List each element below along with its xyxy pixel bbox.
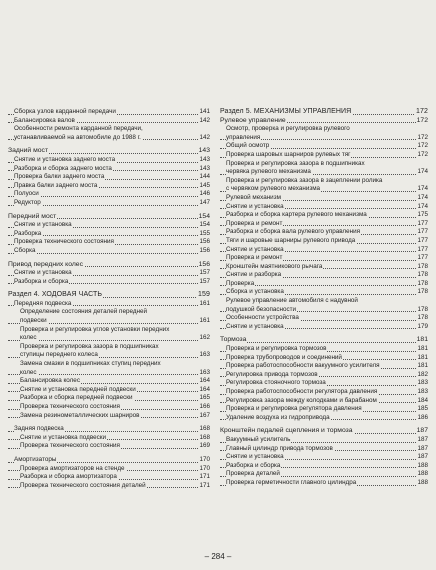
- toc-entry: [220, 271, 428, 280]
- toc-entry-title: Снятие и установка подвески: [20, 433, 107, 441]
- toc-entry-page: 166: [199, 403, 210, 410]
- toc-entry-title: Регулировка привода тормозов: [226, 370, 318, 378]
- toc-entry: [8, 412, 210, 421]
- toc-entry-page: 175: [417, 211, 428, 219]
- toc-entry: [220, 345, 428, 354]
- toc-entry-page: 167: [199, 411, 210, 419]
- toc-entry-title: Вакуумный усилитель: [226, 435, 291, 443]
- toc-entry-page: 143: [199, 155, 210, 163]
- toc-entry-title: Проверка амортизаторов на стенде: [20, 464, 125, 472]
- toc-entry-title: Проверка трубопроводов и соединений: [226, 353, 342, 361]
- toc-right-column: [220, 108, 428, 488]
- toc-entry: [8, 377, 210, 386]
- toc-entry: [220, 246, 428, 255]
- toc-entry-title: подушкой безопасности: [226, 305, 297, 313]
- toc-entry-title: Проверка технического состояния деталей: [20, 481, 146, 489]
- toc-entry: [8, 351, 210, 360]
- toc-entry-title: Проверка и регулировка регулятора давления: [226, 405, 362, 413]
- toc-entry-title: Балансировка валов: [14, 116, 75, 124]
- toc-entry-title: Раздел 4. ХОДОВАЯ ЧАСТЬ: [8, 291, 103, 299]
- toc-entry-title: Снятие и установка: [226, 202, 284, 210]
- toc-entry-page: 142: [199, 116, 210, 124]
- toc-entry: [8, 182, 210, 191]
- toc-entry-title: Разборка и сборка: [14, 277, 69, 285]
- toc-entry-page: 174: [417, 202, 428, 210]
- toc-entry-page: 142: [199, 133, 210, 141]
- toc-entry-title: Главный цилиндр привода тормозов: [226, 444, 333, 452]
- toc-entry-page: 164: [199, 385, 210, 393]
- toc-entry: [8, 360, 210, 369]
- toc-entry-page: 179: [417, 322, 428, 330]
- toc-entry-title: Снятие и установка: [14, 269, 72, 277]
- toc-entry-page: 178: [417, 279, 428, 287]
- toc-entry: [8, 165, 210, 174]
- toc-entry: [8, 173, 210, 182]
- toc-entry: [8, 394, 210, 403]
- toc-entry-title: Проверка и регулировка зазора в подшипниках: [20, 342, 159, 350]
- toc-entry-page: 154: [199, 221, 210, 229]
- toc-entry-page: 168: [199, 433, 210, 441]
- toc-entry-title: Балансировка колес: [20, 377, 80, 385]
- toc-entry: [220, 228, 428, 237]
- toc-entry: [8, 125, 210, 134]
- toc-entry: [8, 117, 210, 126]
- toc-entry-title: управления: [226, 133, 261, 141]
- toc-entry-title: Кронштейн маятникового рычага: [226, 262, 323, 270]
- toc-entry-page: 188: [417, 478, 428, 486]
- toc-entry-title: Сборка узлов карданной передачи: [14, 108, 116, 115]
- toc-entry-title: Амортизаторы: [14, 455, 57, 463]
- toc-entry: [8, 147, 210, 156]
- toc-entry-title: устанавливаемой на автомобиле до 1988 г.: [14, 133, 141, 141]
- toc-entry: [8, 442, 210, 451]
- toc-entry: [220, 397, 428, 406]
- toc-entry: [220, 479, 428, 488]
- toc-entry: [8, 221, 210, 230]
- toc-entry-title: Удаление воздуха из гидропривода: [226, 413, 330, 421]
- toc-entry: [8, 308, 210, 317]
- toc-entry-title: Тяги и шаровые шарниры рулевого привода: [226, 236, 356, 244]
- toc-entry-title: Рулевой механизм: [226, 193, 281, 201]
- toc-entry: [220, 160, 428, 169]
- toc-entry-page: 178: [417, 314, 428, 322]
- toc-entry-title: Проверка и регулировка зазора в зацеплении ролика: [226, 176, 383, 184]
- toc-entry: [220, 453, 428, 462]
- toc-entry-page: 145: [199, 181, 210, 189]
- toc-entry-page: 177: [417, 245, 428, 253]
- toc-entry-page: 146: [199, 190, 210, 198]
- toc-entry-title: Сборка: [14, 246, 36, 254]
- toc-entry-title: ступицы переднего колеса: [20, 351, 98, 359]
- toc-entry-page: 177: [417, 236, 428, 244]
- toc-entry: [8, 434, 210, 443]
- toc-entry-page: 184: [417, 396, 428, 404]
- toc-entry: [8, 300, 210, 309]
- toc-entry-page: 164: [199, 377, 210, 385]
- toc-entry-title: Тормоза: [220, 336, 247, 344]
- toc-entry-page: 188: [417, 470, 428, 478]
- toc-entry: [220, 306, 428, 315]
- toc-entry-page: 172: [417, 133, 428, 141]
- toc-entry-title: Передняя подвеска: [14, 299, 72, 307]
- toc-entry-title: Регулировка стояночного тормоза: [226, 379, 326, 387]
- toc-entry: [220, 405, 428, 414]
- toc-entry-title: Редуктор: [14, 198, 41, 206]
- toc-entry: [8, 230, 210, 239]
- toc-entry: [8, 269, 210, 278]
- toc-entry-page: 172: [416, 116, 428, 124]
- toc-entry-title: Проверка технического состояния: [20, 442, 120, 450]
- toc-entry-page: 177: [417, 219, 428, 227]
- toc-entry-page: 177: [417, 228, 428, 236]
- toc-entry-title: червяка рулевого механизма: [226, 168, 311, 176]
- toc-section-heading: [220, 108, 428, 117]
- toc-entry-title: Правка балки заднего моста: [14, 181, 98, 189]
- toc-entry-page: 168: [199, 425, 210, 433]
- toc-entry: [220, 336, 428, 345]
- toc-entry-page: 172: [417, 150, 428, 158]
- toc-entry-title: Проверка и регулировка углов установки передних: [20, 325, 170, 333]
- toc-entry-page: 141: [199, 108, 210, 115]
- toc-entry: [220, 436, 428, 445]
- toc-entry-title: Проверка работоспособности вакуумного усилителя: [226, 362, 380, 370]
- toc-entry-title: Снятие и установка: [226, 245, 284, 253]
- toc-entry: [8, 199, 210, 208]
- toc-entry-title: Проверка и ремонт: [226, 254, 283, 262]
- toc-entry: [220, 203, 428, 212]
- toc-entry-title: Передний мост: [8, 212, 57, 220]
- toc-entry-page: 188: [417, 461, 428, 469]
- toc-entry-page: 154: [198, 212, 210, 220]
- toc-entry-page: 169: [199, 442, 210, 450]
- toc-entry: [220, 354, 428, 363]
- toc-entry-page: 156: [199, 238, 210, 246]
- toc-entry: [220, 371, 428, 380]
- toc-entry: [220, 379, 428, 388]
- toc-entry-page: 157: [199, 269, 210, 277]
- toc-entry-page: 161: [199, 299, 210, 307]
- toc-entry-page: 181: [417, 362, 428, 370]
- toc-entry-title: Замена смазки в подшипниках ступиц передних: [20, 360, 161, 368]
- toc-entry: [8, 156, 210, 165]
- toc-entry-title: Проверка герметичности главного цилиндра: [226, 478, 357, 486]
- toc-entry: [220, 134, 428, 143]
- toc-entry: [220, 211, 428, 220]
- toc-entry: [220, 462, 428, 471]
- toc-entry: [8, 473, 210, 482]
- dot-leader: [8, 253, 210, 254]
- toc-entry: [220, 177, 428, 186]
- toc-entry-title: колес: [20, 334, 37, 342]
- toc-entry-page: 143: [199, 164, 210, 172]
- toc-left-column: [8, 108, 210, 490]
- toc-entry: [220, 388, 428, 397]
- toc-entry-page: 178: [417, 271, 428, 279]
- dot-leader: [8, 374, 210, 375]
- toc-entry-page: 185: [417, 405, 428, 413]
- toc-entry-page: 156: [199, 246, 210, 254]
- toc-entry-title: Осмотр, проверка и регулировка рулевого: [226, 125, 350, 133]
- toc-entry-title: Разборка и сборка передней подвески: [20, 394, 133, 402]
- toc-entry-page: 171: [199, 473, 210, 481]
- toc-entry: [220, 280, 428, 289]
- toc-entry-title: Раздел 5. МЕХАНИЗМЫ УПРАВЛЕНИЯ: [220, 108, 352, 115]
- dot-leader: [220, 342, 428, 343]
- toc-entry-title: Определение состояния деталей передней: [20, 308, 147, 316]
- toc-entry: [8, 134, 210, 143]
- toc-entry: [8, 247, 210, 256]
- toc-entry-title: Кронштейн педалей сцепления и тормоза: [220, 427, 353, 435]
- toc-section-heading: [8, 291, 210, 300]
- toc-entry: [8, 261, 210, 270]
- toc-entry: [220, 185, 428, 194]
- toc-entry: [8, 425, 210, 434]
- toc-entry-title: Проверка деталей: [226, 470, 280, 478]
- toc-entry-title: Разборка и сборка заднего моста: [14, 164, 112, 172]
- toc-entry-page: 177: [417, 254, 428, 262]
- toc-entry-page: 147: [199, 198, 210, 206]
- toc-entry-title: Снятие и установка: [226, 453, 284, 461]
- toc-entry: [220, 362, 428, 371]
- toc-entry: [220, 254, 428, 263]
- toc-entry-title: Снятие и установка: [226, 322, 284, 330]
- toc-entry: [220, 194, 428, 203]
- toc-entry-title: Проверка технического состояния: [14, 238, 114, 246]
- toc-entry: [220, 117, 428, 126]
- toc-entry-title: Разборка и сборка амортизатора: [20, 473, 117, 481]
- toc-entry-page: 172: [417, 142, 428, 150]
- toc-entry-page: 178: [417, 305, 428, 313]
- toc-entry: [8, 334, 210, 343]
- toc-entry-title: Разборка и сборка вала рулевого управления: [226, 228, 361, 236]
- toc-entry-page: 165: [199, 394, 210, 402]
- toc-entry-page: 187: [417, 444, 428, 452]
- toc-entry-title: Проверка балки заднего моста: [14, 173, 105, 181]
- toc-entry: [8, 317, 210, 326]
- toc-entry-page: 182: [417, 370, 428, 378]
- toc-entry: [220, 237, 428, 246]
- toc-entry: [220, 288, 428, 297]
- toc-entry: [8, 465, 210, 474]
- page-number: – 284 –: [0, 552, 436, 561]
- toc-entry-title: Особенности ремонта карданной передачи,: [14, 125, 143, 133]
- toc-entry-page: 159: [198, 291, 210, 299]
- toc-entry: [8, 326, 210, 335]
- toc-entry-title: Проверка и регулировка тормозов: [226, 345, 327, 353]
- toc-entry-page: 174: [417, 185, 428, 193]
- toc-entry-page: 183: [417, 388, 428, 395]
- toc-entry-page: 170: [199, 455, 210, 463]
- toc-entry-title: Проверка и ремонт: [226, 219, 283, 227]
- toc-entry: [8, 369, 210, 378]
- toc-entry-page: 181: [416, 336, 428, 344]
- toc-entry: [220, 445, 428, 454]
- toc-entry-title: Разборка: [14, 229, 42, 237]
- toc-entry-title: Задняя подвеска: [14, 425, 64, 433]
- toc-entry-page: 178: [417, 288, 428, 296]
- toc-entry-title: Сборка и установка: [226, 288, 284, 296]
- toc-entry-page: 187: [416, 427, 428, 435]
- toc-entry-page: 174: [417, 168, 428, 176]
- toc-entry-title: Особенности устройства: [226, 314, 299, 322]
- toc-entry-page: 144: [199, 173, 210, 181]
- toc-entry-page: 171: [199, 481, 210, 489]
- toc-entry-title: Снятие и установка передней подвески: [20, 385, 136, 393]
- toc-entry: [8, 456, 210, 465]
- toc-entry: [220, 220, 428, 229]
- toc-entry-page: 183: [417, 379, 428, 387]
- toc-entry-title: Разборка и сборка картера рулевого механизма: [226, 211, 367, 219]
- toc-entry: [220, 414, 428, 423]
- toc-entry-title: Регулировка зазора между колодками и барабаном: [226, 396, 377, 404]
- toc-entry-page: 155: [199, 229, 210, 237]
- toc-entry-title: Замена резинометаллических шарниров: [20, 411, 140, 419]
- toc-entry-page: 178: [417, 262, 428, 270]
- toc-entry-title: Рулевое управление: [220, 116, 286, 124]
- toc-entry-page: 170: [199, 464, 210, 472]
- toc-entry-title: Проверка работоспособности регулятора давления: [226, 388, 378, 395]
- toc-entry-page: 163: [199, 351, 210, 359]
- toc-entry: [220, 125, 428, 134]
- toc-entry: [8, 386, 210, 395]
- toc-entry-page: 187: [417, 435, 428, 443]
- toc-entry-page: 187: [417, 453, 428, 461]
- toc-entry-title: Проверка шаровых шарниров рулевых тяг: [226, 150, 351, 158]
- toc-entry-title: Снятие и установка заднего моста: [14, 155, 116, 163]
- toc-entry-page: 161: [199, 317, 210, 325]
- toc-entry-title: Полуоси: [14, 190, 39, 198]
- toc-entry: [220, 314, 428, 323]
- toc-entry-page: 156: [198, 260, 210, 268]
- toc-entry: [220, 470, 428, 479]
- toc-entry: [220, 263, 428, 272]
- toc-entry: [8, 213, 210, 222]
- dot-leader: [8, 340, 210, 341]
- toc-entry-page: 186: [417, 413, 428, 421]
- toc-entry-page: 172: [416, 108, 428, 115]
- toc-entry-title: с червяком рулевого механизма: [226, 185, 321, 193]
- toc-entry: [220, 142, 428, 151]
- toc-entry-title: Общий осмотр: [226, 142, 270, 150]
- toc-entry: [8, 482, 210, 491]
- toc-entry-page: 162: [199, 334, 210, 342]
- toc-entry: [8, 108, 210, 117]
- toc-entry-title: Снятие и установка: [14, 221, 72, 229]
- toc-entry-title: Привод передних колес: [8, 260, 83, 268]
- toc-entry: [220, 151, 428, 160]
- toc-entry: [220, 168, 428, 177]
- toc-entry-page: 157: [199, 277, 210, 285]
- toc-entry-page: 181: [417, 353, 428, 361]
- toc-entry: [220, 323, 428, 332]
- toc-entry: [220, 427, 428, 436]
- toc-entry-title: Проверка технического состояния: [20, 403, 120, 410]
- toc-entry-page: 163: [199, 368, 210, 376]
- toc-entry-title: колес: [20, 368, 37, 376]
- toc-entry: [8, 190, 210, 199]
- toc-entry-title: Проверка и регулировка зазора в подшипниках: [226, 159, 365, 167]
- toc-entry-title: Проверка: [226, 279, 255, 287]
- toc-entry: [8, 278, 210, 287]
- toc-entry-title: Снятие и разборка: [226, 271, 282, 279]
- toc-entry: [220, 297, 428, 306]
- toc-entry-page: 174: [417, 193, 428, 201]
- toc-entry-title: подвески: [20, 317, 47, 325]
- toc-entry: [8, 343, 210, 352]
- toc-entry-title: Задний мост: [8, 147, 49, 155]
- toc-entry-page: 143: [198, 147, 210, 155]
- toc-entry-title: Рулевое управление автомобиля с надувной: [226, 297, 358, 305]
- toc-entry-page: 181: [417, 345, 428, 353]
- toc-entry-title: Разборка и сборка: [226, 461, 281, 469]
- toc-entry: [8, 238, 210, 247]
- toc-entry: [8, 403, 210, 412]
